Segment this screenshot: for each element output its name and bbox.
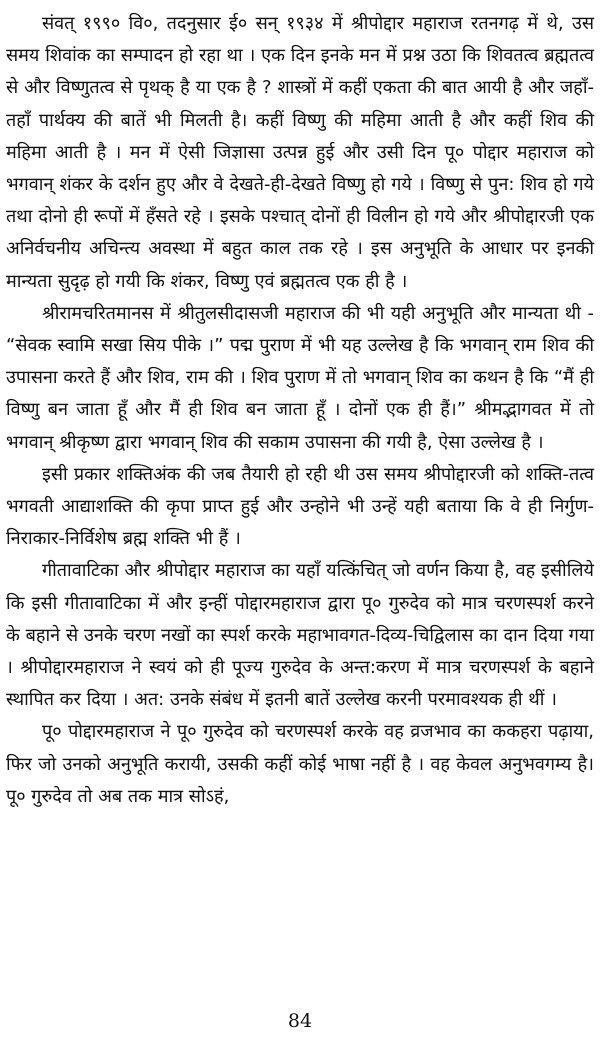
page-number: 84 [287, 1010, 313, 1032]
paragraph-2: श्रीरामचरितमानस में श्रीतुलसीदासजी महाराज की भी यही अनुभूति और मान्यता थी - “सेवक स्वामि सखा सिय पीके ।” पद्म पुराण में भी यह उल्लेख है कि भगवान् राम शिव की उपासना करते हैं और शिव, राम की । शिव पुराण में तो भगवान् शिव का कथन है कि “मैं ही विष्णु बन जाता हूँ और मैं ही शिव बन जाता हूँ । दोनों एक ही हैं।” श्रीमद्भागवत में तो भगवान् श्रीकृष्ण द्वारा भगवान् शिव की सकाम उपासना की गयी है, ऐसा उल्लेख है । [6, 302, 594, 453]
paragraph-5: पू० पोद्दारमहाराज ने पू० गुरुदेव को चरणस्पर्श करके वह व्रजभाव का ककहरा पढ़ाया, फिर जो उनको अनुभूति करायी, उसकी कहीं कोई भाषा नहीं है । वह केवल अनुभवगम्य है। पू० गुरुदेव तो अब तक मात्र सोऽहं, [6, 721, 594, 807]
paragraph-1: संवत् १९९० वि०, तदनुसार ई० सन् १९३४ में श्रीपोद्दार महाराज रतनगढ़ में थे, उस समय शिवांक का सम्पादन हो रहा था । एक दिन इनके मन में प्रश्न उठा कि शिवतत्व ब्रह्मतत्व से और विष्णुतत्व से पृथक् है या एक है ? शास्त्रों में कहीं एकता की बात आयी है और जहाँ-तहाँ पार्थक्य की बातें भी मिलती है। कहीं विष्णु की महिमा आती है और कहीं शिव की महिमा आती है । मन में ऐसी जिज्ञासा उत्पन्न हुई और उसी दिन पू० पोद्दार महाराज को भगवान् शंकर के दर्शन हुए और वे देखते-ही-देखते विष्णु हो गये । विष्णु से पुन: शिव हो गये तथा दोनो ही रूपों में हँसते रहे । इसके पश्चात् दोनों ही विलीन हो गये और श्रीपोद्दारजी एक अनिर्वचनीय अचिन्त्य अवस्था में बहुत काल तक रहे । इस अनुभूति के आधार पर इनकी मान्यता सुदृढ़ हो गयी कि शंकर, विष्णु एवं ब्रह्मतत्व एक ही है । [6, 13, 594, 292]
body-text [6, 8, 594, 813]
paragraph-4: गीतावाटिका और श्रीपोद्दार महाराज का यहाँ यत्किंचित् जो वर्णन किया है, वह इसीलिये कि इसी गीतावाटिका में और इन्हीं पोद्दारमहाराज द्वारा पू० गुरुदेव को मात्र चरणस्पर्श करने के बहाने से उनके चरण नखों का स्पर्श करके महाभावगत-दिव्य-चिद्विलास का दान दिया गया । श्रीपोद्दारमहाराज ने स्वयं को ही पूज्य गुरुदेव के अन्त:करण में मात्र चरणस्पर्श के बहाने स्थापित कर दिया । अत: उनके संबंध में इतनी बातें उल्लेख करनी परमावश्यक ही थीं । [6, 560, 594, 711]
paragraph-3: इसी प्रकार शक्तिअंक की जब तैयारी हो रही थी उस समय श्रीपोद्दारजी को शक्ति-तत्व भगवती आद्याशक्ति की कृपा प्राप्त हुई और उन्होने भी उन्हें यही बताया कि वे ही निर्गुण-निराकार-निर्विशेष ब्रह्म शक्ति भी हैं । [6, 463, 594, 550]
